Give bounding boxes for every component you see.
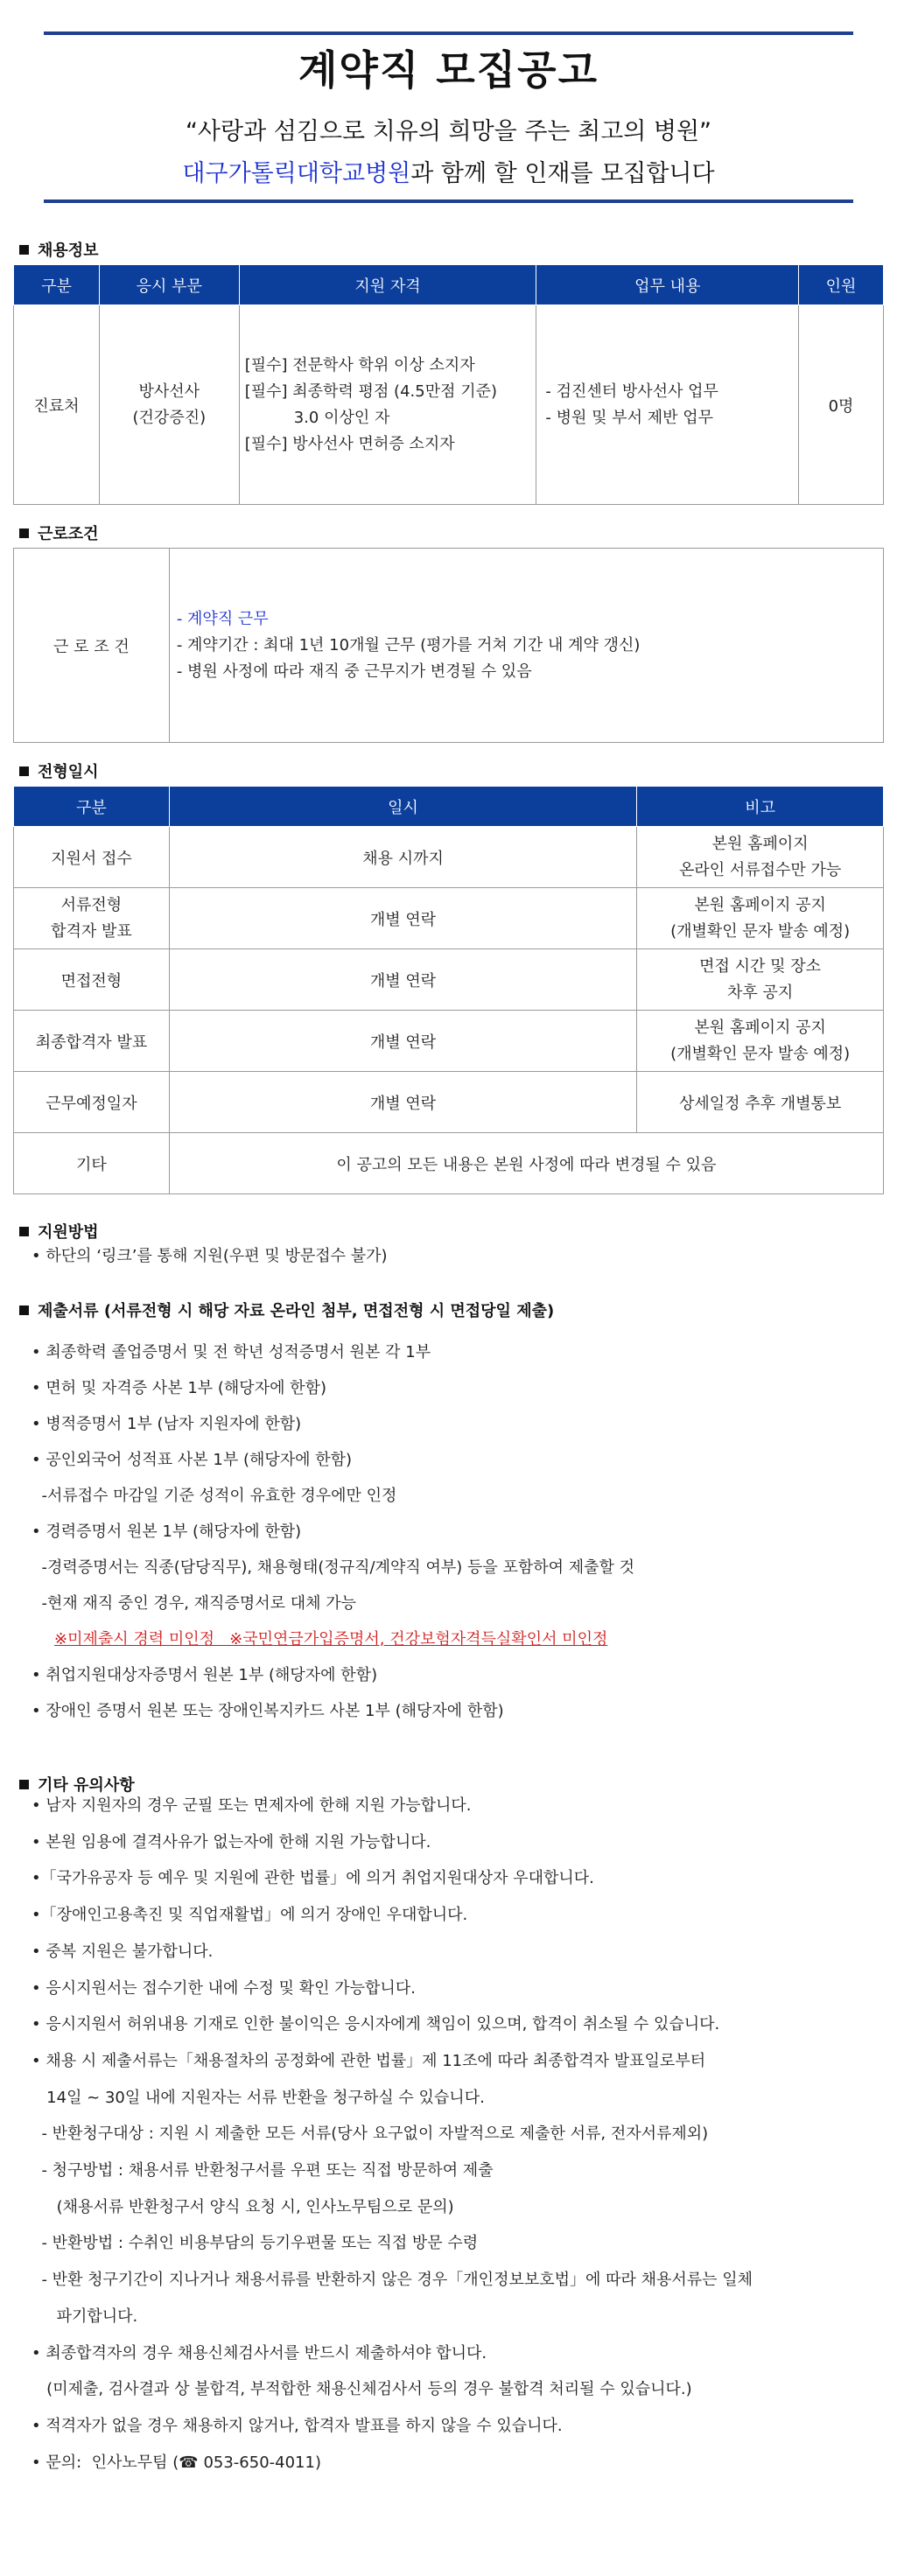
list-item: (미제출, 검사결과 상 불합격, 부적합한 채용신체검사서 등의 경우 불합격 처리될 수 있습니다.) bbox=[32, 2380, 692, 2399]
conditions-content: - 계약직 근무 - 계약기간 : 최대 1년 10개월 근무 (평가를 거쳐 기간 내 계약 갱신) - 병원 사정에 따라 재직 중 근무지가 변경될 수 있음 bbox=[169, 549, 883, 743]
list-item: • 적격자가 없을 경우 채용하지 않거나, 합격자 발표를 하지 않을 수 있습니다. bbox=[32, 2416, 563, 2435]
list-item: -현재 재직 중인 경우, 재직증명서로 대체 가능 bbox=[32, 1594, 356, 1613]
table-row: 서류전형 합격자 발표 개별 연락 본원 홈페이지 공지 (개별확인 문자 발송 예정) bbox=[14, 888, 884, 949]
list-item: • 응시지원서 허위내용 기재로 인한 불이익은 응시자에게 책임이 있으며, 합격이 취소될 수 있습니다. bbox=[32, 2015, 720, 2034]
col-header: 비고 bbox=[637, 787, 884, 827]
section-conditions-heading: 근로조건 bbox=[19, 522, 99, 544]
list-item: - 반환청구대상 : 지원 시 제출한 모든 서류(당사 요구없이 자발적으로 제출한 서류, 전자서류제외) bbox=[32, 2124, 709, 2144]
square-bullet-icon bbox=[19, 1227, 29, 1236]
apply-text: • 하단의 ‘링크’를 통해 지원(우편 및 방문접수 불가) bbox=[32, 1247, 388, 1265]
top-rule bbox=[44, 32, 853, 35]
list-item: • 남자 지원자의 경우 군필 또는 면제자에 한해 지원 가능합니다. bbox=[32, 1796, 472, 1815]
headcount-cell: 0명 bbox=[799, 305, 884, 505]
list-item: • 병적증명서 1부 (남자 지원자에 한함) bbox=[32, 1415, 302, 1433]
col-header: 구분 bbox=[14, 265, 100, 305]
conditions-table bbox=[13, 548, 884, 743]
list-item: • 채용 시 제출서류는「채용절차의 공정화에 관한 법률」제 11조에 따라 최종합격자 발표일로부터 bbox=[32, 2051, 706, 2070]
list-item: • 응시지원서는 접수기한 내에 수정 및 확인 가능합니다. bbox=[32, 1978, 416, 1998]
schedule-table bbox=[13, 786, 884, 1194]
list-item: •「장애인고용촉진 및 직업재활법」에 의거 장애인 우대합니다. bbox=[32, 1906, 468, 1925]
square-bullet-icon bbox=[19, 528, 29, 538]
square-bullet-icon bbox=[19, 1306, 29, 1315]
list-item: • 장애인 증명서 원본 또는 장애인복지카드 사본 1부 (해당자에 한함) bbox=[32, 1702, 504, 1720]
list-item: • 경력증명서 원본 1부 (해당자에 한함) bbox=[32, 1522, 302, 1541]
docs-warning: ※미제출시 경력 미인정 ※국민연금가입증명서, 건강보험자격득실확인서 미인정 bbox=[54, 1630, 608, 1648]
list-item: 파기합니다. bbox=[32, 2306, 138, 2326]
square-bullet-icon bbox=[19, 766, 29, 776]
list-item: • 최종합격자의 경우 채용신체검사서를 반드시 제출하셔야 합니다. bbox=[32, 2343, 487, 2362]
col-header: 인원 bbox=[799, 265, 884, 305]
col-header: 지원 자격 bbox=[239, 265, 536, 305]
division-cell: 진료처 bbox=[14, 305, 100, 505]
list-item: • 본원 임용에 결격사유가 없는자에 한해 지원 가능합니다. bbox=[32, 1832, 431, 1852]
list-item: 14일 ~ 30일 내에 지원자는 서류 반환을 청구하실 수 있습니다. bbox=[32, 2088, 485, 2107]
duties-cell: - 검진센터 방사선사 업무 - 병원 및 부서 제반 업무 bbox=[536, 305, 799, 505]
table-row: 근무예정일자 개별 연락 상세일정 추후 개별통보 bbox=[14, 1072, 884, 1133]
page-title: 계약직 모집공고 bbox=[298, 46, 599, 94]
col-header: 응시 부문 bbox=[99, 265, 239, 305]
section-docs-heading: 제출서류 (서류전형 시 해당 자료 온라인 첨부, 면접전형 시 면접당일 제출) bbox=[19, 1298, 554, 1321]
field-cell: 방사선사 (건강증진) bbox=[99, 305, 239, 505]
list-item: - 반환방법 : 수취인 비용부담의 등기우편물 또는 직접 방문 수령 bbox=[32, 2234, 479, 2253]
slogan-sub bbox=[0, 154, 897, 188]
list-item: • 문의: 인사노무팀 (☎ 053-650-4011) bbox=[32, 2453, 321, 2472]
list-item: •「국가유공자 등 예우 및 지원에 관한 법률」에 의거 취업지원대상자 우대합니다. bbox=[32, 1869, 594, 1888]
section-recruit-heading: 채용정보 bbox=[19, 238, 99, 261]
slogan-sub-rest: 과 함께 할 인재를 모집합니다 bbox=[410, 160, 715, 187]
list-item: • 면허 및 자격증 사본 1부 (해당자에 한함) bbox=[32, 1379, 326, 1397]
list-item: - 반환 청구기간이 지나거나 채용서류를 반환하지 않은 경우「개인정보보호법」에 따라 채용서류는 일체 bbox=[32, 2271, 753, 2290]
table-row: 기타 이 공고의 모든 내용은 본원 사정에 따라 변경될 수 있음 bbox=[14, 1133, 884, 1194]
square-bullet-icon bbox=[19, 245, 29, 255]
list-item: -서류접수 마감일 기준 성적이 유효한 경우에만 인정 bbox=[32, 1487, 397, 1505]
list-item: (채용서류 반환청구서 양식 요청 시, 인사노무팀으로 문의) bbox=[32, 2197, 454, 2216]
table-row: 최종합격자 발표 개별 연락 본원 홈페이지 공지 (개별확인 문자 발송 예정) bbox=[14, 1011, 884, 1072]
section-apply-heading: 지원방법 bbox=[19, 1220, 99, 1242]
list-item: • 공인외국어 성적표 사본 1부 (해당자에 한함) bbox=[32, 1451, 353, 1469]
square-bullet-icon bbox=[19, 1780, 29, 1789]
header-bottom-rule bbox=[44, 200, 853, 203]
col-header: 구분 bbox=[14, 787, 170, 827]
list-item: - 청구방법 : 채용서류 반환청구서를 우편 또는 직접 방문하여 제출 bbox=[32, 2161, 494, 2180]
hospital-name: 대구가톨릭대학교병원 bbox=[182, 160, 411, 187]
list-item: • 취업지원대상자증명서 원본 1부 (해당자에 한함) bbox=[32, 1666, 378, 1684]
list-item: • 최종학력 졸업증명서 및 전 학년 성적증명서 원본 각 1부 bbox=[32, 1343, 431, 1362]
recruit-table bbox=[13, 264, 884, 505]
table-row: 면접전형 개별 연락 면접 시간 및 장소 차후 공지 bbox=[14, 949, 884, 1011]
col-header: 업무 내용 bbox=[536, 265, 799, 305]
section-schedule-heading: 전형일시 bbox=[19, 760, 99, 782]
table-row: 지원서 접수 채용 시까지 본원 홈페이지 온라인 서류접수만 가능 bbox=[14, 827, 884, 888]
section-notes-heading: 기타 유의사항 bbox=[19, 1773, 135, 1796]
list-item: • 중복 지원은 불가합니다. bbox=[32, 1942, 214, 1961]
conditions-label: 근 로 조 건 bbox=[14, 549, 170, 743]
qualification-cell: [필수] 전문학사 학위 이상 소지자 [필수] 최종학력 평점 (4.5만점 기준) 3.0 이상인 자 [필수] 방사선사 면허증 소지자 bbox=[239, 305, 536, 505]
list-item: -경력증명서는 직종(담당직무), 채용형태(정규직/계약직 여부) 등을 포함하여 제출할 것 bbox=[32, 1558, 635, 1577]
col-header: 일시 bbox=[169, 787, 636, 827]
slogan: “사랑과 섬김으로 치유의 희망을 주는 최고의 병원” bbox=[185, 118, 712, 145]
